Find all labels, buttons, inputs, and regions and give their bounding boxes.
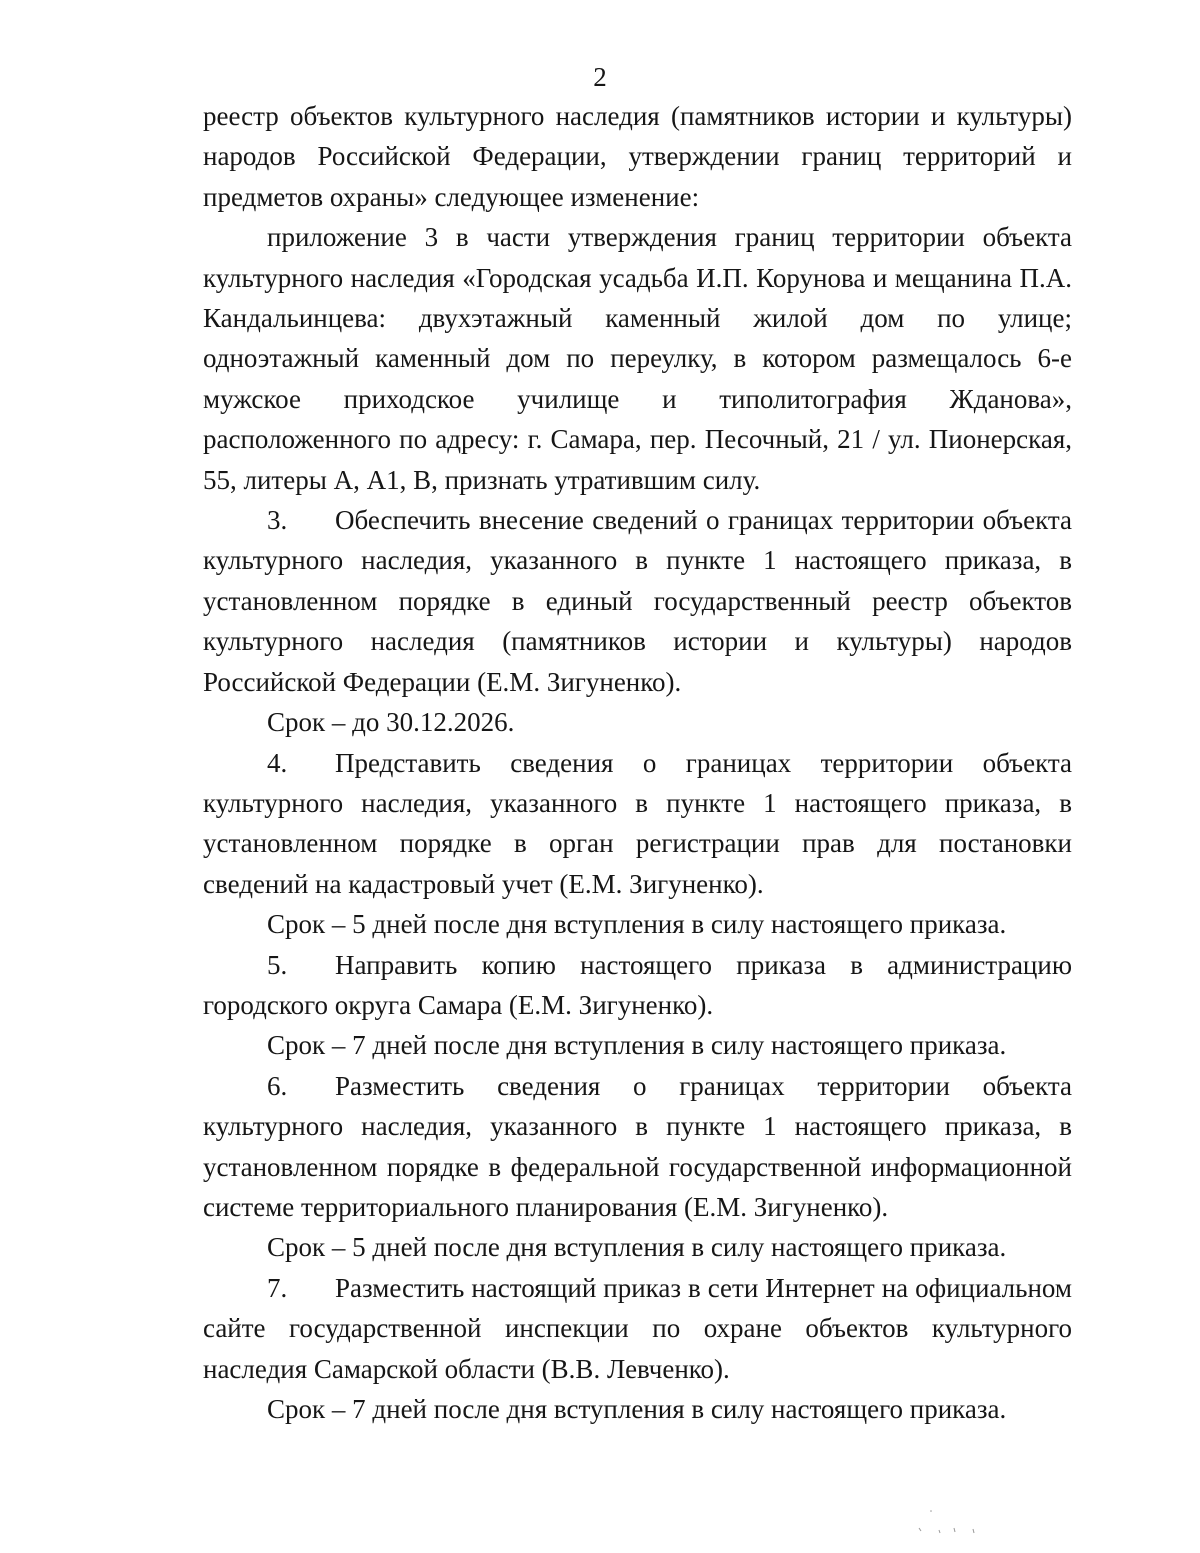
item-5-number: 5. xyxy=(267,949,288,980)
item-4-number: 4. xyxy=(267,747,288,778)
paragraph-annex: приложение 3 в части утверждения границ территории объекта культурного наследия «Городская усадьба И.П. Корунова и мещанина П.А. Кандальинцева: двухэтажный каменный жилой дом по улице; одноэтажный каменный дом по переулку, в котором размещалось 6-е мужское приходское училище и типолитография Жданова», расположенного по адресу: г. Самара, пер. Песочный, 21 / ул. Пионерская, 55, литеры А, А1, В, признать утратившим силу. xyxy=(203,222,1072,495)
item-7-number: 7. xyxy=(267,1272,288,1303)
item-7-text: Разместить настоящий приказ в сети Интернет на официальном сайте государственной инспекции по охране объектов культурного наследия Самарской области (В.В. Левченко). xyxy=(203,1272,1072,1384)
item-6-text: Разместить сведения о границах территории объекта культурного наследия, указанного в пункте 1 настоящего приказа, в установленном порядке в федеральной государственной информационной системе территориального планирования (Е.М. Зигуненко). xyxy=(203,1070,1072,1222)
item-3-text: Обеспечить внесение сведений о границах территории объекта культурного наследия, указанного в пункте 1 настоящего приказа, в установленном порядке в единый государственный реестр объектов культурного наследия (памятников истории и культуры) народов Российской Федерации (Е.М. Зигуненко). xyxy=(203,505,1072,697)
item-4-text: Представить сведения о границах территории объекта культурного наследия, указанного в пункте 1 настоящего приказа, в установленном порядке в орган регистрации прав для постановки сведений на кадастровый учет (Е.М. Зигуненко). xyxy=(203,747,1072,899)
item-6-number: 6. xyxy=(267,1070,288,1101)
item-6 xyxy=(203,1066,1072,1228)
item-6-deadline: Срок – 5 дней после дня вступления в силу настоящего приказа. xyxy=(267,1232,1007,1263)
item-3-number: 3. xyxy=(267,505,288,536)
page-number: 2 xyxy=(593,62,607,92)
item-5-text: Направить копию настоящего приказа в администрацию городского округа Самара (Е.М. Зигуненко). xyxy=(203,949,1072,1020)
item-4-deadline: Срок – 5 дней после дня вступления в силу настоящего приказа. xyxy=(267,909,1007,940)
item-5-deadline: Срок – 7 дней после дня вступления в силу настоящего приказа. xyxy=(267,1030,1007,1061)
item-5 xyxy=(203,945,1072,1026)
paragraph-intro: реестр объектов культурного наследия (памятников истории и культуры) народов Российской Федерации, утверждении границ территорий и предметов охраны» следующее изменение: xyxy=(203,101,1072,212)
item-3-deadline: Срок – до 30.12.2026. xyxy=(267,707,515,738)
item-4 xyxy=(203,743,1072,905)
item-3 xyxy=(203,500,1072,702)
document-body xyxy=(203,96,1072,1429)
item-7 xyxy=(203,1268,1072,1389)
scan-noise-marks xyxy=(905,1508,985,1538)
item-7-deadline: Срок – 7 дней после дня вступления в силу настоящего приказа. xyxy=(267,1394,1007,1424)
